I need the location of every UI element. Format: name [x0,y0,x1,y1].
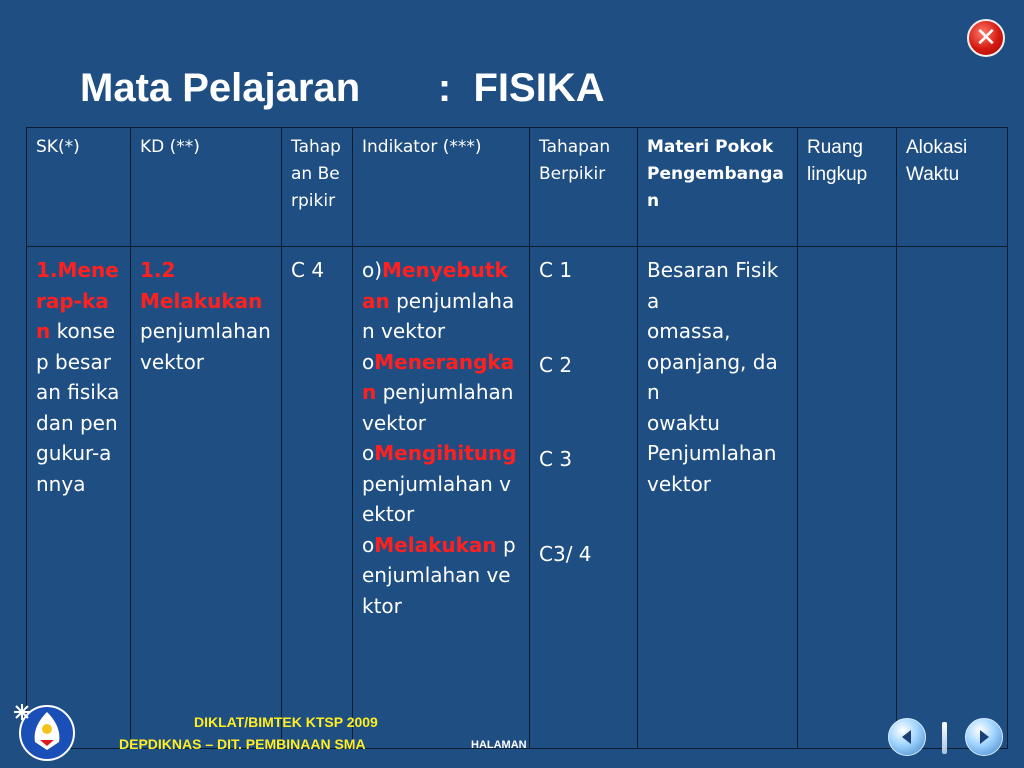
close-button[interactable] [967,19,1005,57]
close-icon: ✕ [975,23,997,53]
cell-indikator [353,247,530,749]
materi-bullet: o [647,349,660,374]
cell-ruang-lingkup [798,247,897,749]
materi-item: massa, [659,319,731,343]
syllabus-table [26,127,1008,749]
sk-text: konsep besaran fisika dan pengukur-annya [36,319,120,496]
cell-sk [27,247,131,749]
indikator-verb: Menerangkan [362,349,515,404]
table-row [27,247,1008,749]
footer-page-label: HALAMAN [471,739,527,751]
arrow-left-icon [898,728,916,746]
indikator-bullet: o) [362,258,383,282]
materi-footer: Penjumlahan vektor [647,441,777,496]
indikator-text: penjumlahan vektor [362,380,514,435]
cell-tahapan-2 [530,247,638,749]
tahapan-level: C 2 [539,352,573,377]
header-tahapan-berpikir-2: Tahapan Berpikir [530,128,638,247]
indikator-bullet: o [362,349,375,374]
cell-materi [638,247,798,749]
tahapan-level: C 3 [539,447,573,471]
kd-text: penjumlahan vektor [140,319,271,374]
cell-kd [131,247,282,749]
nav-divider [942,722,947,754]
indikator-bullet: o [362,441,375,465]
indikator-verb: Mengihitung [374,441,517,465]
header-kd: KD (**) [131,128,282,247]
materi-item: panjang, dan [647,349,778,404]
previous-slide-button[interactable] [888,718,926,756]
materi-bullet: o [647,319,660,343]
next-slide-button[interactable] [965,718,1003,756]
header-indikator: Indikator (***) [353,128,530,247]
indikator-verb: Melakukan [374,532,497,557]
indikator-text: penjumlahan vektor [362,532,516,618]
indikator-verb: Menyebutkan [362,258,508,313]
cell-tahapan-1: C 4 [282,247,353,749]
kd-highlight: 1.2 Melakukan [140,258,263,313]
materi-item: waktu [659,410,720,435]
tahapan-level: C 1 [539,258,573,282]
indikator-text: penjumlahan vektor [362,288,515,343]
header-alokasi-waktu: Alokasi Waktu [897,128,1008,247]
indikator-bullet: o [362,532,375,557]
header-tahapan-berpikir: Tahapan Berpikir [282,128,353,247]
table-header-row [27,128,1008,247]
cell-alokasi-waktu [897,247,1008,749]
footer-line-2: DEPDIKNAS – DIT. PEMBINAAN SMA [119,736,366,752]
sk-highlight: 1.Menerap-kan [36,258,119,343]
header-sk: SK(*) [27,128,131,247]
indikator-text: penjumlahan vektor [362,471,512,526]
tahapan-level: C3/ 4 [539,541,592,566]
materi-heading: Besaran Fisika [647,258,779,313]
footer-line-1: DIKLAT/BIMTEK KTSP 2009 [194,714,378,730]
materi-bullet: o [647,410,660,435]
header-materi-pokok: Materi Pokok Pengembangan [638,128,798,247]
arrow-right-icon [975,728,993,746]
slide-title: Mata Pelajaran : FISIKA [80,66,605,110]
tut-wuri-handayani-logo [10,700,76,762]
header-ruang-lingkup: Ruang lingkup [798,128,897,247]
